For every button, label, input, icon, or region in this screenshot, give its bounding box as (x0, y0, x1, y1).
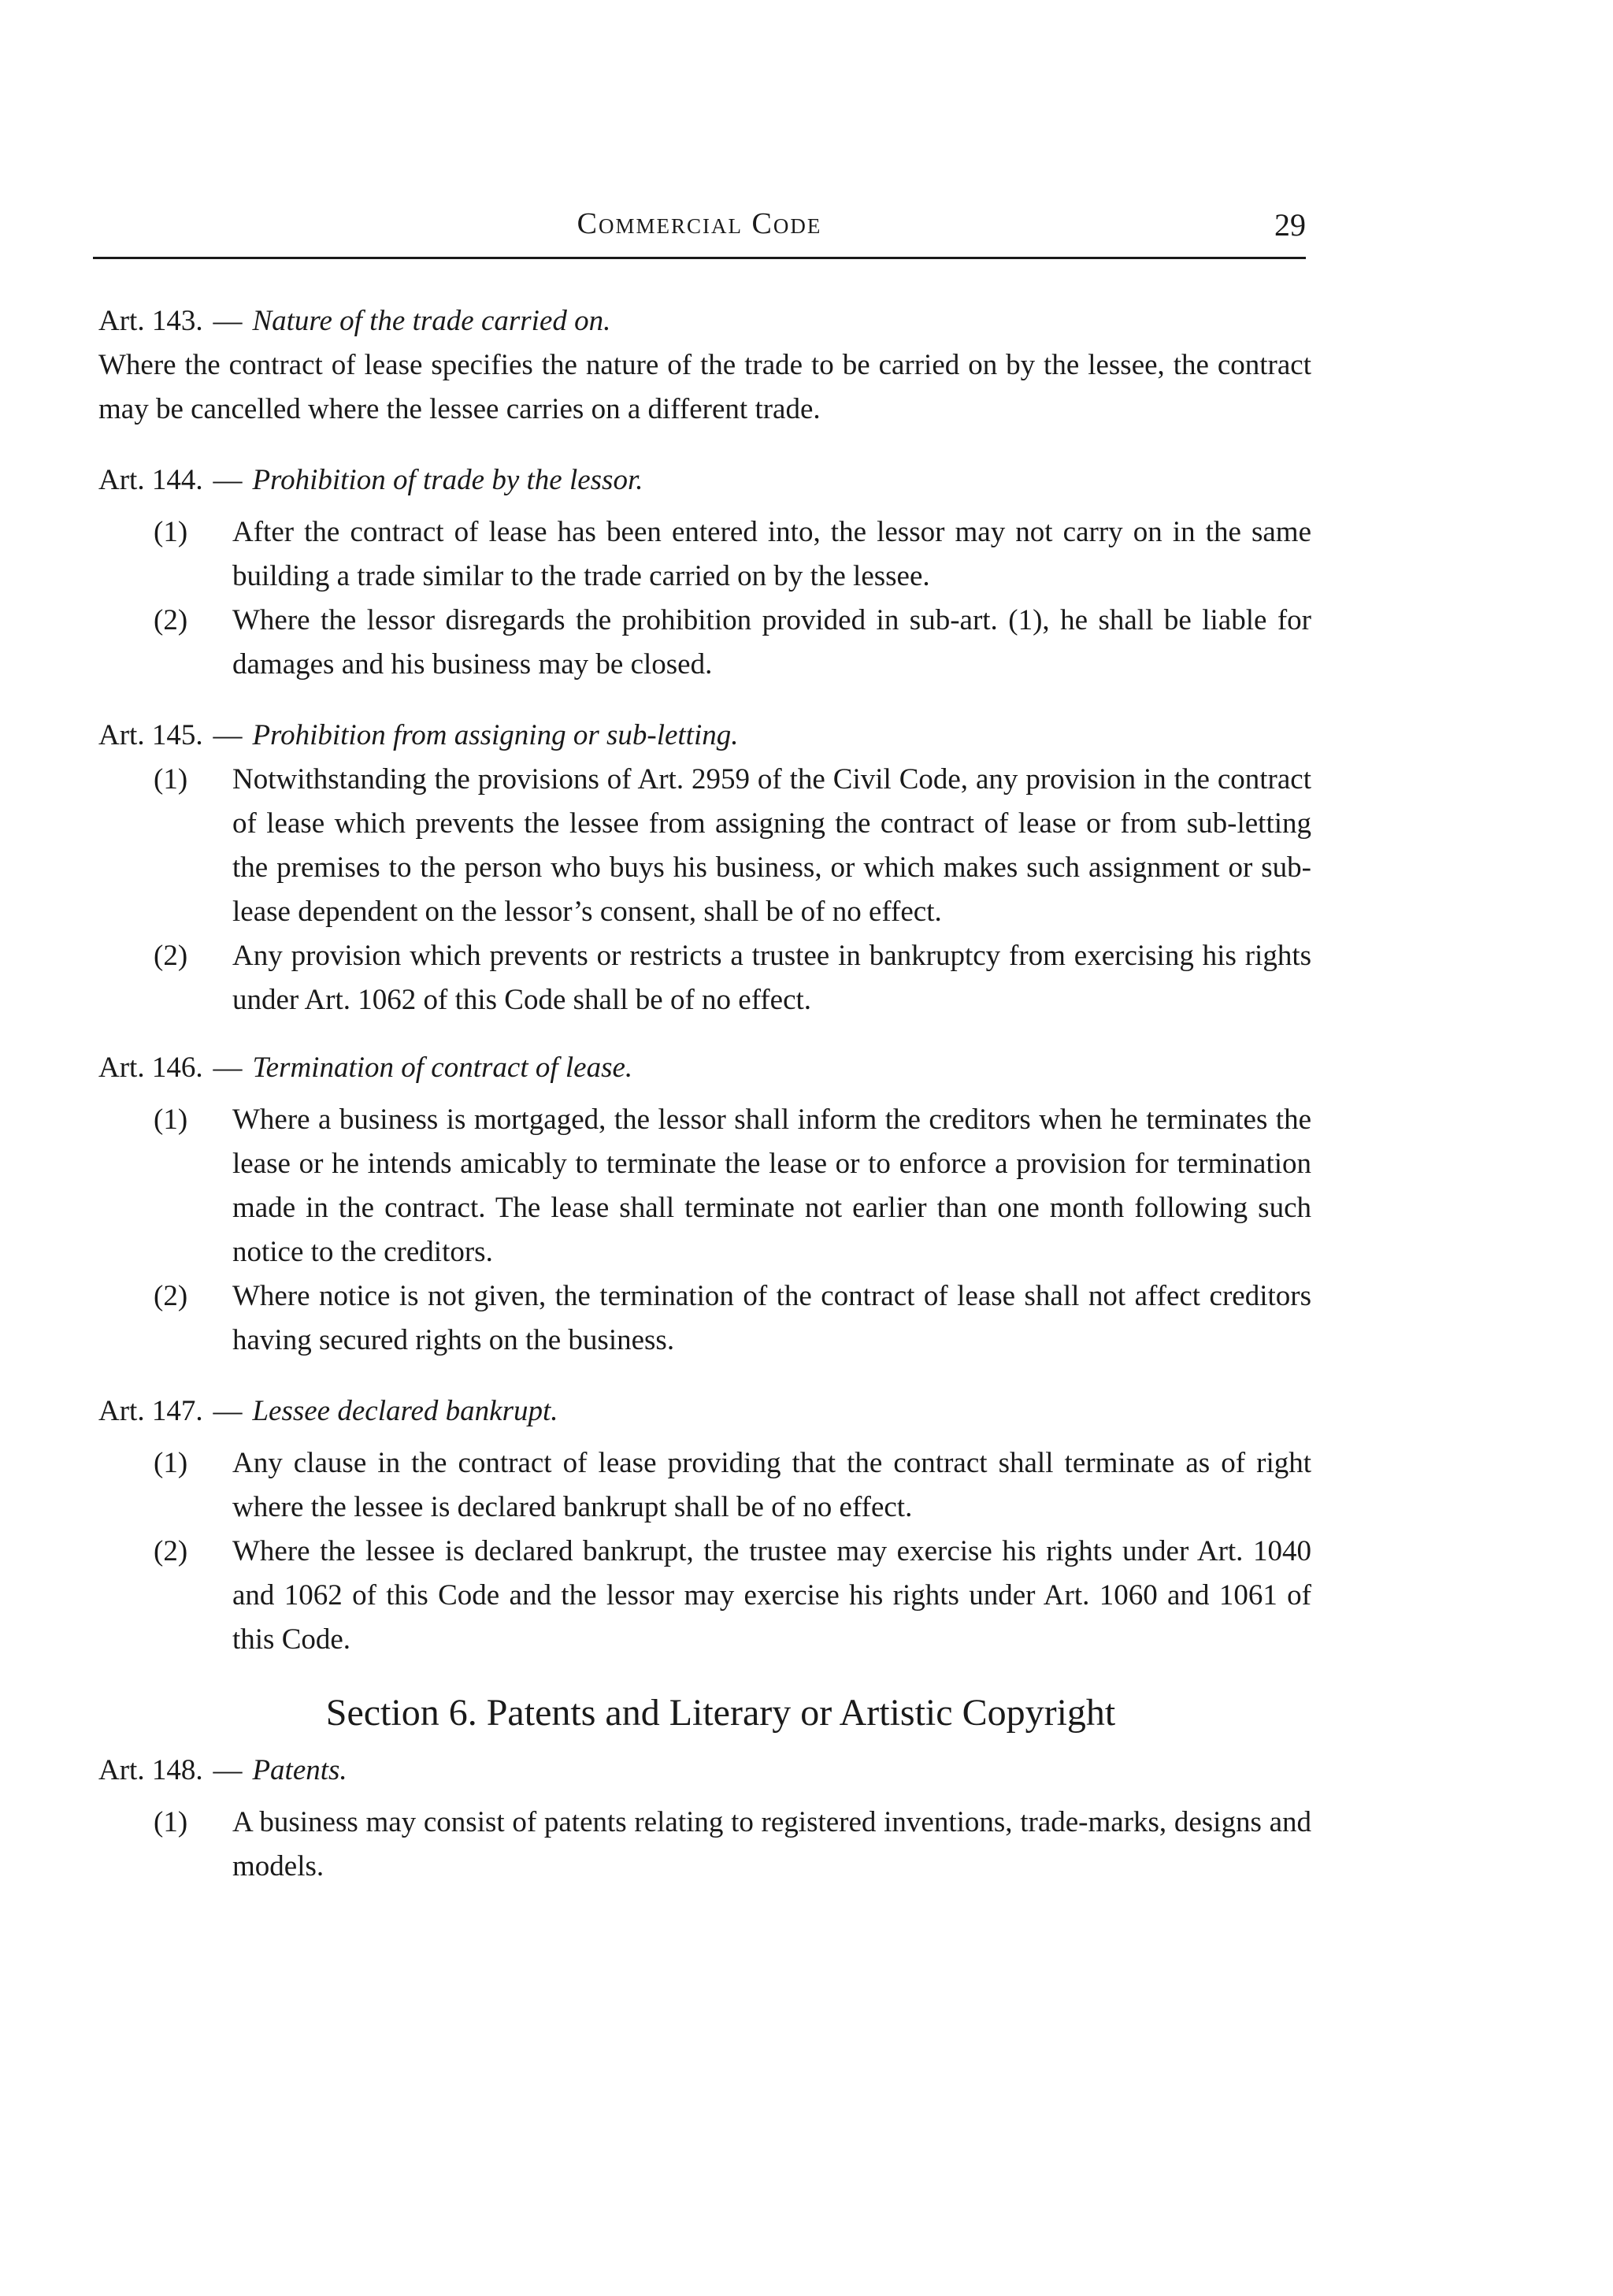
article-heading (98, 1046, 1311, 1090)
paragraph-number: (1) (154, 1806, 188, 1838)
article-146 (98, 1046, 1311, 1363)
running-title: Commercial Code (577, 207, 822, 240)
article-title: Prohibition of trade by the lessor. (252, 464, 643, 496)
article-number: Art. 143. (98, 305, 203, 337)
paragraph (98, 1274, 1311, 1363)
article-title: Lessee declared bankrupt. (252, 1395, 558, 1427)
article-dash: — (213, 305, 243, 337)
article-144 (98, 458, 1311, 687)
paragraph-text: Any provision which prevents or restricts a trustee in bankruptcy from exercising his rights under Art. 1062 of this Code shall be of no effect. (232, 940, 1311, 1016)
paragraph-text: A business may consist of patents relating to registered inventions, trade-marks, designs and models. (232, 1806, 1311, 1882)
article-heading (98, 299, 1311, 343)
section-heading: Section 6. Patents and Literary or Artistic Copyright (325, 1692, 1116, 1734)
paragraph-text: Where the lessor disregards the prohibition provided in sub-art. (1), he shall be liable for damages and his business may be closed. (232, 604, 1311, 681)
paragraph (98, 510, 1311, 599)
paragraph-text: Notwithstanding the provisions of Art. 2959 of the Civil Code, any provision in the contract of lease which prevents the lessee from assigning the contract of lease or from sub-letting the premises to the person who buys his business, or which makes such assignment or sub-lease dependent on the lessor’s consent, shall be of no effect. (232, 763, 1311, 928)
header-rule (93, 257, 1306, 259)
paragraph (98, 934, 1311, 1022)
paragraph-number: (1) (154, 1103, 188, 1136)
page-body (98, 299, 1311, 1889)
article-title: Termination of contract of lease. (252, 1052, 633, 1084)
article-heading (98, 1749, 1311, 1793)
paragraph (98, 1098, 1311, 1274)
paragraph-text: After the contract of lease has been entered into, the lessor may not carry on in the same building a trade similar to the trade carried on by the lessee. (232, 516, 1311, 592)
article-number: Art. 144. (98, 464, 203, 496)
article-title: Nature of the trade carried on. (252, 305, 611, 337)
article-number: Art. 148. (98, 1754, 203, 1786)
article-dash: — (213, 1052, 243, 1084)
paragraph (98, 1801, 1311, 1889)
paragraph (98, 599, 1311, 687)
article-heading (98, 458, 1311, 503)
paragraph (98, 758, 1311, 934)
paragraph-number: (1) (154, 763, 188, 796)
running-head (93, 206, 1306, 254)
article-heading (98, 1389, 1311, 1434)
paragraph-number: (1) (154, 516, 188, 548)
page-number: 29 (1274, 207, 1306, 243)
paragraph-number: (2) (154, 1280, 188, 1312)
paragraph-text: Where a business is mortgaged, the lessor shall inform the creditors when he terminates the lease or he intends amicably to terminate the lease or to enforce a provision for termination made in the contract. The lease shall terminate not earlier than one month following such notice to the creditors. (232, 1103, 1311, 1268)
paragraph-number: (2) (154, 1535, 188, 1567)
article-title: Prohibition from assigning or sub-letting. (252, 719, 739, 751)
article-heading (98, 714, 1311, 758)
article-text: Where the contract of lease specifies the nature of the trade to be carried on by the lessee, the contract may be cancelled where the lessee carries on a different trade. (98, 349, 1311, 425)
paragraph-text: Where notice is not given, the termination of the contract of lease shall not affect creditors having secured rights on the business. (232, 1280, 1311, 1356)
paragraph (98, 1441, 1311, 1530)
article-title: Patents. (252, 1754, 347, 1786)
article-148 (98, 1749, 1311, 1889)
article-dash: — (213, 1754, 243, 1786)
paragraph (98, 1530, 1311, 1662)
paragraph-number: (1) (154, 1447, 188, 1479)
article-143 (98, 299, 1311, 432)
paragraph-text: Any clause in the contract of lease providing that the contract shall terminate as of right where the lessee is declared bankrupt shall be of no effect. (232, 1447, 1311, 1523)
article-dash: — (213, 464, 243, 496)
paragraph-number: (2) (154, 940, 188, 972)
article-dash: — (213, 719, 243, 751)
paragraph-text: Where the lessee is declared bankrupt, the trustee may exercise his rights under Art. 1040 and 1062 of this Code and the lessor may exercise his rights under Art. 1060 and 1061 of this Code. (232, 1535, 1311, 1656)
article-number: Art. 145. (98, 719, 203, 751)
article-147 (98, 1389, 1311, 1662)
article-number: Art. 147. (98, 1395, 203, 1427)
article-number: Art. 146. (98, 1052, 203, 1084)
paragraph-number: (2) (154, 604, 188, 636)
article-dash: — (213, 1395, 243, 1427)
article-145 (98, 714, 1311, 1022)
